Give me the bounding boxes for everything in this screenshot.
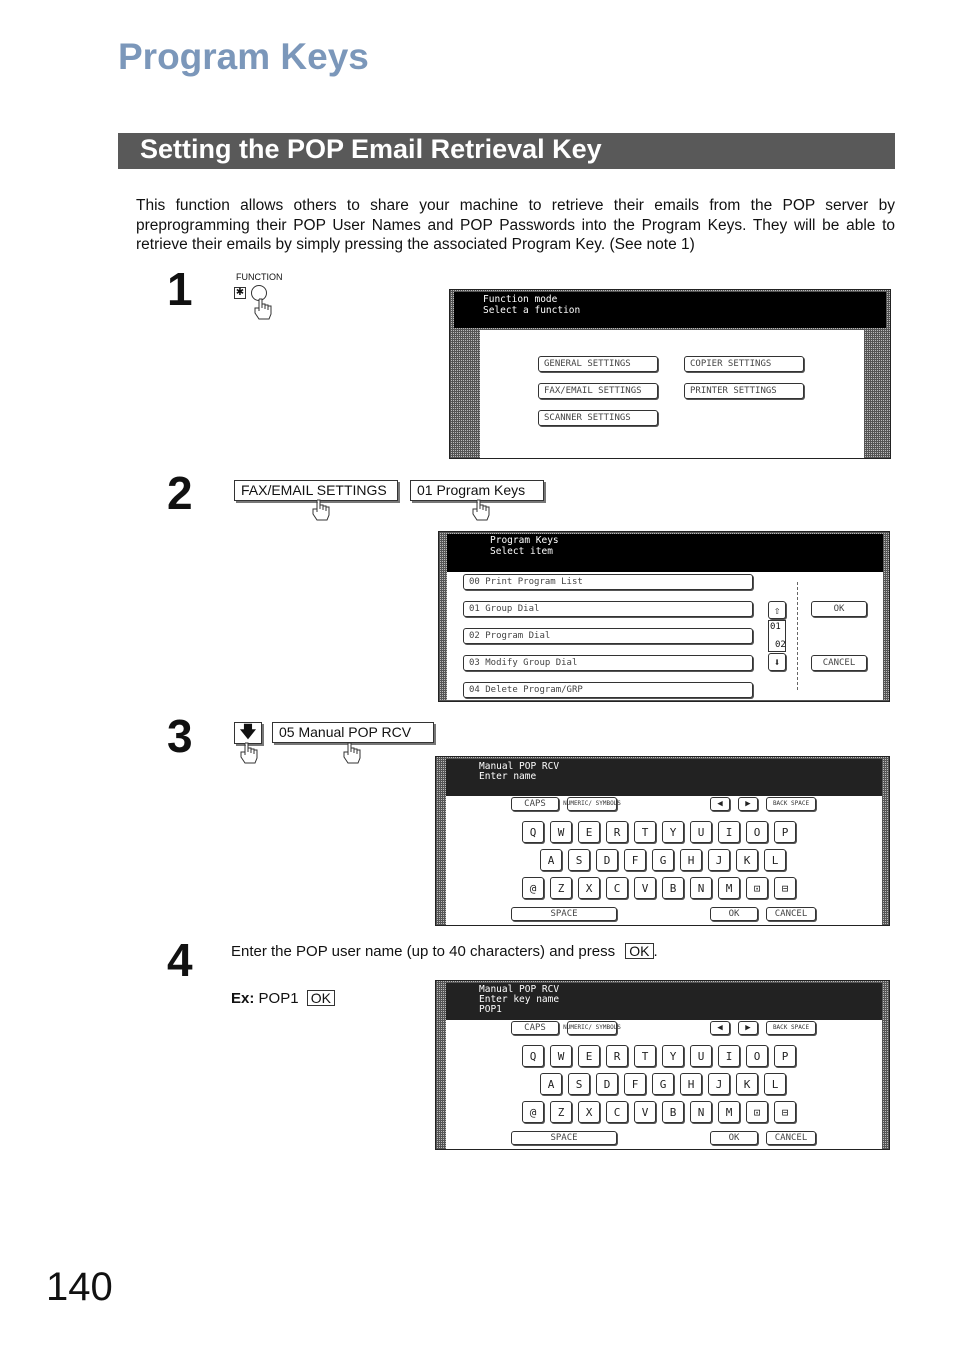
key-c[interactable]: C	[606, 877, 628, 899]
page-total: 02	[775, 640, 786, 650]
fax-email-settings-button[interactable]: FAX/EMAIL SETTINGS	[538, 383, 658, 399]
backspace-button[interactable]: BACK SPACE	[766, 797, 816, 811]
ok-button[interactable]: OK	[710, 907, 758, 921]
lcd-line-1: Function mode	[483, 294, 558, 305]
key-l[interactable]: L	[764, 1073, 786, 1095]
key-at[interactable]: @	[522, 877, 544, 899]
lcd-line-1: Program Keys	[490, 535, 559, 546]
program-item-04[interactable]: 04 Delete Program/GRP	[463, 682, 753, 698]
intro-paragraph: This function allows others to share your machine to retrieve their emails from the POP server by preprogramming their POP User Names and POP Passwords into the Program Keys. They will be able to retrieve their emails by simply pressing the associated Program Key. (See note 1)	[136, 197, 895, 253]
space-button[interactable]: SPACE	[511, 907, 617, 921]
key-x[interactable]: X	[578, 1101, 600, 1123]
pointing-hand-icon	[251, 298, 277, 320]
ok-button[interactable]: OK	[710, 1131, 758, 1145]
program-item-02[interactable]: 02 Program Dial	[463, 628, 753, 644]
key-t[interactable]: T	[634, 1045, 656, 1067]
step4-instruction: Enter the POP user name (up to 40 characters) and press OK .	[231, 943, 658, 960]
key-l[interactable]: L	[764, 849, 786, 871]
program-keys-key[interactable]: 01 Program Keys	[410, 480, 544, 501]
cancel-button[interactable]: CANCEL	[766, 907, 816, 921]
ok-button[interactable]: OK	[811, 601, 867, 617]
pointing-hand-icon	[469, 499, 495, 521]
key-a[interactable]: A	[540, 1073, 562, 1095]
lcd-line-3: POP1	[479, 1004, 502, 1015]
keyboard-row-1	[522, 1045, 812, 1069]
lcd-line-1: Manual POP RCV	[479, 761, 560, 772]
pointing-hand-icon	[237, 742, 263, 764]
keyboard-row-1	[522, 821, 812, 845]
key-e[interactable]: E	[578, 1045, 600, 1067]
key-w[interactable]: W	[550, 1045, 572, 1067]
key-o[interactable]: O	[746, 821, 768, 843]
key-b[interactable]: B	[662, 877, 684, 899]
key-f[interactable]: F	[624, 849, 646, 871]
key-i[interactable]: I	[718, 1045, 740, 1067]
key-g[interactable]: G	[652, 849, 674, 871]
fax-email-settings-key[interactable]: FAX/EMAIL SETTINGS	[234, 480, 398, 501]
space-button[interactable]: SPACE	[511, 1131, 617, 1145]
cancel-button[interactable]: CANCEL	[766, 1131, 816, 1145]
key-n[interactable]: N	[690, 877, 712, 899]
key-z[interactable]: Z	[550, 1101, 572, 1123]
page-current: 01	[770, 622, 781, 632]
key-o[interactable]: O	[746, 1045, 768, 1067]
key-j[interactable]: J	[708, 849, 730, 871]
pointing-hand-icon	[309, 499, 335, 521]
key-b[interactable]: B	[662, 1101, 684, 1123]
lcd-function-mode	[449, 289, 891, 459]
key-v[interactable]: V	[634, 877, 656, 899]
key-m[interactable]: M	[718, 877, 740, 899]
lcd-line-2: Enter name	[479, 771, 537, 782]
program-item-00[interactable]: 00 Print Program List	[463, 574, 753, 590]
key-r[interactable]: R	[606, 821, 628, 843]
key-y[interactable]: Y	[662, 1045, 684, 1067]
caps-button[interactable]: CAPS	[511, 797, 559, 811]
caps-button[interactable]: CAPS	[511, 1021, 559, 1035]
function-key-label: FUNCTION	[236, 272, 283, 282]
key-u[interactable]: U	[690, 821, 712, 843]
key-q[interactable]: Q	[522, 1045, 544, 1067]
return-icon[interactable]: ⊟	[774, 1101, 796, 1123]
key-i[interactable]: I	[718, 821, 740, 843]
key-d[interactable]: D	[596, 849, 618, 871]
copier-settings-button[interactable]: COPIER SETTINGS	[684, 356, 804, 372]
function-key-icon[interactable]: ✱	[235, 287, 245, 298]
step-number-4: 4	[167, 934, 193, 986]
backspace-button[interactable]: BACK SPACE	[766, 1021, 816, 1035]
cursor-left-icon[interactable]: ◀	[710, 1021, 730, 1035]
program-item-01[interactable]: 01 Group Dial	[463, 601, 753, 617]
key-d[interactable]: D	[596, 1073, 618, 1095]
ok-key[interactable]: OK	[625, 943, 653, 959]
key-t[interactable]: T	[634, 821, 656, 843]
key-f[interactable]: F	[624, 1073, 646, 1095]
lcd-line-2: Select a function	[483, 305, 581, 316]
section-header	[118, 133, 895, 169]
key-z[interactable]: Z	[550, 877, 572, 899]
key-e[interactable]: E	[578, 821, 600, 843]
numeric-symbols-button[interactable]: NUMERIC/ SYMBOLS	[567, 1021, 617, 1035]
manual-pop-rcv-key[interactable]: 05 Manual POP RCV	[272, 722, 434, 743]
example-line	[231, 990, 335, 1007]
key-x[interactable]: X	[578, 877, 600, 899]
key-k[interactable]: K	[736, 1073, 758, 1095]
lcd-program-keys	[438, 531, 890, 702]
key-s[interactable]: S	[568, 1073, 590, 1095]
page-number: 140	[46, 1265, 113, 1309]
cancel-button[interactable]: CANCEL	[811, 655, 867, 671]
numeric-symbols-button[interactable]: NUMERIC/ SYMBOLS	[567, 797, 617, 811]
page-title: Program Keys	[118, 36, 369, 77]
key-w[interactable]: W	[550, 821, 572, 843]
key-s[interactable]: S	[568, 849, 590, 871]
keyboard-row-3	[522, 877, 812, 901]
example-label: Ex:	[231, 990, 255, 1007]
key-at[interactable]: @	[522, 1101, 544, 1123]
key-v[interactable]: V	[634, 1101, 656, 1123]
special-char-icon[interactable]: ⊡	[746, 1101, 768, 1123]
key-p[interactable]: P	[774, 1045, 796, 1067]
page-indicator	[768, 620, 786, 652]
cursor-right-icon[interactable]: ▶	[738, 1021, 758, 1035]
keyboard-row-2	[540, 849, 810, 873]
scanner-settings-button[interactable]: SCANNER SETTINGS	[538, 410, 658, 426]
key-g[interactable]: G	[652, 1073, 674, 1095]
example-ok-key[interactable]: OK	[307, 990, 335, 1006]
key-q[interactable]: Q	[522, 821, 544, 843]
instruction-text: Enter the POP user name (up to 40 characters) and press	[231, 943, 616, 960]
key-h[interactable]: H	[680, 849, 702, 871]
cursor-right-icon[interactable]: ▶	[738, 797, 758, 811]
section-title: Setting the POP Email Retrieval Key	[140, 134, 602, 164]
program-item-03[interactable]: 03 Modify Group Dial	[463, 655, 753, 671]
key-k[interactable]: K	[736, 849, 758, 871]
keyboard-row-2	[540, 1073, 810, 1097]
divider	[797, 582, 798, 690]
lcd-keyboard-enter-key-name	[435, 980, 890, 1150]
lcd-keyboard-enter-name	[435, 756, 890, 926]
key-y[interactable]: Y	[662, 821, 684, 843]
key-h[interactable]: H	[680, 1073, 702, 1095]
scroll-down-icon[interactable]: ⬇	[768, 653, 786, 671]
step-number-2: 2	[167, 467, 193, 519]
printer-settings-button[interactable]: PRINTER SETTINGS	[684, 383, 804, 399]
key-p[interactable]: P	[774, 821, 796, 843]
key-n[interactable]: N	[690, 1101, 712, 1123]
example-value: POP1	[258, 990, 299, 1007]
special-char-icon[interactable]: ⊡	[746, 877, 768, 899]
lcd-line-2: Enter key name	[479, 994, 560, 1005]
pointing-hand-icon	[340, 742, 366, 764]
return-icon[interactable]: ⊟	[774, 877, 796, 899]
key-j[interactable]: J	[708, 1073, 730, 1095]
cursor-left-icon[interactable]: ◀	[710, 797, 730, 811]
keyboard-row-3	[522, 1101, 812, 1125]
step-number-1: 1	[167, 263, 193, 315]
lcd-line-2: Select item	[490, 546, 553, 557]
down-arrow-key-icon[interactable]: 🡇	[234, 722, 262, 744]
key-c[interactable]: C	[606, 1101, 628, 1123]
scroll-up-icon[interactable]: ⇧	[768, 601, 786, 619]
lcd-line-1: Manual POP RCV	[479, 984, 560, 995]
key-m[interactable]: M	[718, 1101, 740, 1123]
step-number-3: 3	[167, 710, 193, 762]
key-r[interactable]: R	[606, 1045, 628, 1067]
key-a[interactable]: A	[540, 849, 562, 871]
key-u[interactable]: U	[690, 1045, 712, 1067]
general-settings-button[interactable]: GENERAL SETTINGS	[538, 356, 658, 372]
